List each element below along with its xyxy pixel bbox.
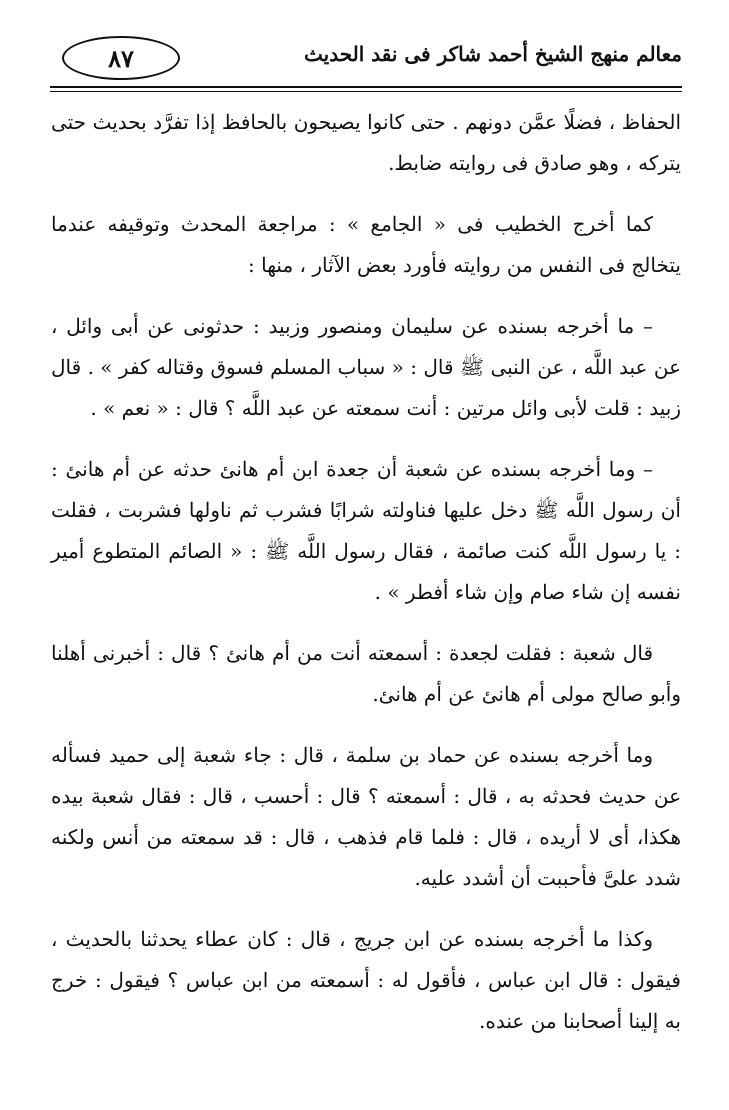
paragraph-7: وكذا ما أخرجه بسنده عن ابن جريج ، قال : كان عطاء يحدثنا بالحديث ، فيقول : قال ابن عباس ، فأقول له : أسمعته من ابن عباس ؟ فيقول : خرج به إلينا أصحابنا من عنده. <box>51 927 681 1033</box>
paragraph-2: كما أخرج الخطيب فى « الجامع » : مراجعة المحدث وتوقيفه عندما يتخالج فى النفس من روايته فأورد بعض الآثار ، منها : <box>51 212 681 277</box>
paragraph-4: – وما أخرجه بسنده عن شعبة أن جعدة ابن أم هانئ حدثه عن أم هانئ : أن رسول اللَّه ﷺ دخل عليها فناولته شرابًا فشرب ثم ناولها فشربت ، فقلت : يا رسول اللَّه كنت صائمة ، فقال رسول اللَّه ﷺ : « الصائم المتطوع أمير نفسه إن شاء صام وإن شاء أفطر » . <box>51 457 681 604</box>
paragraph-3: – ما أخرجه بسنده عن سليمان ومنصور وزبيد : حدثونى عن أبى وائل ، عن عبد اللَّه ، عن النبى ﷺ قال : « سباب المسلم فسوق وقتاله كفر » . قال زبيد : قلت لأبى وائل مرتين : أنت سمعته عن عبد اللَّه ؟ قال : « نعم » . <box>51 314 681 420</box>
header-rule-thick <box>50 86 682 88</box>
paragraph-6: وما أخرجه بسنده عن حماد بن سلمة ، قال : جاء شعبة إلى حميد فسأله عن حديث فحدثه به ، قال : أسمعته ؟ قال : أحسب ، قال : فقال شعبة بيده هكذا، أى لا أريده ، قال : فلما قام فذهب ، قال : قد سمعته من أنس ولكنه شدد علىَّ فأحببت أن أشدد عليه. <box>51 743 681 890</box>
header-rule-thin <box>50 91 682 92</box>
body-text <box>51 102 681 1062</box>
page-number: ٨٧ <box>62 36 180 80</box>
paragraph-1: الحفاظ ، فضلًا عمَّن دونهم . حتى كانوا يصيحون بالحافظ إذا تفرَّد بحديث حتى يتركه ، وهو صادق فى روايته ضابط. <box>51 110 681 175</box>
paragraph-5: قال شعبة : فقلت لجعدة : أسمعته أنت من أم هانئ ؟ قال : أخبرنى أهلنا وأبو صالح مولى أم هانئ عن أم هانئ. <box>51 641 681 706</box>
page-header <box>50 34 682 86</box>
running-title: معالم منهج الشيخ أحمد شاكر فى نقد الحديث <box>304 42 682 66</box>
